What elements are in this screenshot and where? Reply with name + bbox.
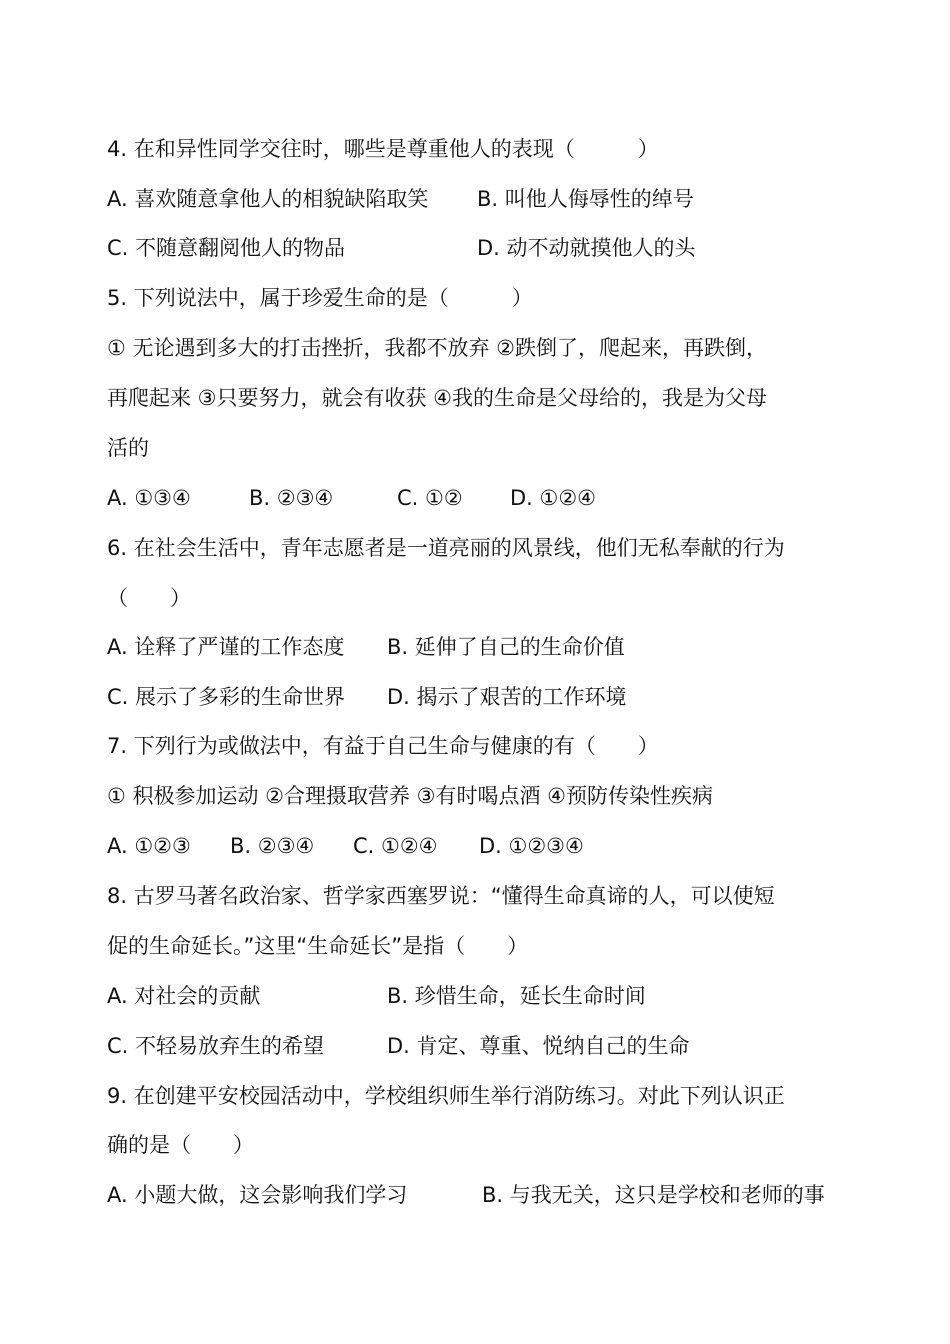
question-8-option-c: C. 不轻易放弃生的希望 bbox=[107, 1034, 325, 1058]
question-8-option-d: D. 肯定、尊重、悦纳自己的生命 bbox=[387, 1034, 690, 1058]
question-6-option-c: C. 展示了多彩的生命世界 bbox=[107, 685, 346, 709]
question-4-option-d: D. 动不动就摸他人的头 bbox=[477, 236, 696, 260]
question-5-option-d: D. ①②④ bbox=[510, 486, 596, 510]
question-6-option-d: D. 揭示了艰苦的工作环境 bbox=[387, 685, 627, 709]
question-4-option-a: A. 喜欢随意拿他人的相貌缺陷取笑 bbox=[107, 187, 429, 211]
question-6-option-a: A. 诠释了严谨的工作态度 bbox=[107, 635, 345, 659]
question-7-option-d: D. ①②③④ bbox=[479, 834, 584, 858]
question-6-option-b: B. 延伸了自己的生命价值 bbox=[387, 635, 625, 659]
question-9-stem-line-1: 9. 在创建平安校园活动中，学校组织师生举行消防练习。对此下列认识正 bbox=[107, 1084, 785, 1108]
question-8-option-b: B. 珍惜生命，延长生命时间 bbox=[387, 984, 646, 1008]
question-5-stem: 5. 下列说法中，属于珍爱生命的是（ ） bbox=[107, 286, 533, 310]
question-5-option-a: A. ①③④ bbox=[107, 486, 191, 510]
question-5-statement-line-3: 活的 bbox=[107, 436, 149, 460]
question-7-stem: 7. 下列行为或做法中，有益于自己生命与健康的有（ ） bbox=[107, 734, 659, 758]
question-4-option-c: C. 不随意翻阅他人的物品 bbox=[107, 236, 346, 260]
question-9-stem-line-2: 确的是（ ） bbox=[107, 1133, 254, 1157]
question-7-statement-line: ① 积极参加运动 ②合理摄取营养 ③有时喝点酒 ④预防传染性疾病 bbox=[107, 784, 714, 808]
question-9-option-b: B. 与我无关，这只是学校和老师的事 bbox=[482, 1183, 825, 1207]
question-9-option-a: A. 小题大做，这会影响我们学习 bbox=[107, 1183, 408, 1207]
question-7-option-a: A. ①②③ bbox=[107, 834, 191, 858]
question-8-option-a: A. 对社会的贡献 bbox=[107, 984, 261, 1008]
question-5-statement-line-1: ① 无论遇到多大的打击挫折，我都不放弃 ②跌倒了，爬起来，再跌倒， bbox=[107, 336, 768, 360]
question-6-stem-line-1: 6. 在社会生活中，青年志愿者是一道亮丽的风景线，他们无私奉献的行为 bbox=[107, 536, 785, 560]
question-4-option-b: B. 叫他人侮辱性的绰号 bbox=[477, 187, 694, 211]
question-4-stem: 4. 在和异性同学交往时，哪些是尊重他人的表现（ ） bbox=[107, 137, 659, 161]
question-5-option-c: C. ①② bbox=[397, 486, 463, 510]
question-6-stem-line-2: （ ） bbox=[107, 586, 191, 610]
question-8-stem-line-2: 促的生命延长。”这里“生命延长”是指（ ） bbox=[107, 934, 529, 958]
question-7-option-b: B. ②③④ bbox=[230, 834, 315, 858]
question-8-stem-line-1: 8. 古罗马著名政治家、哲学家西塞罗说：“懂得生命真谛的人，可以使短 bbox=[107, 884, 775, 908]
question-7-option-c: C. ①②④ bbox=[353, 834, 438, 858]
question-5-statement-line-2: 再爬起来 ③只要努力，就会有收获 ④我的生命是父母给的，我是为父母 bbox=[107, 386, 768, 410]
question-5-option-b: B. ②③④ bbox=[249, 486, 334, 510]
